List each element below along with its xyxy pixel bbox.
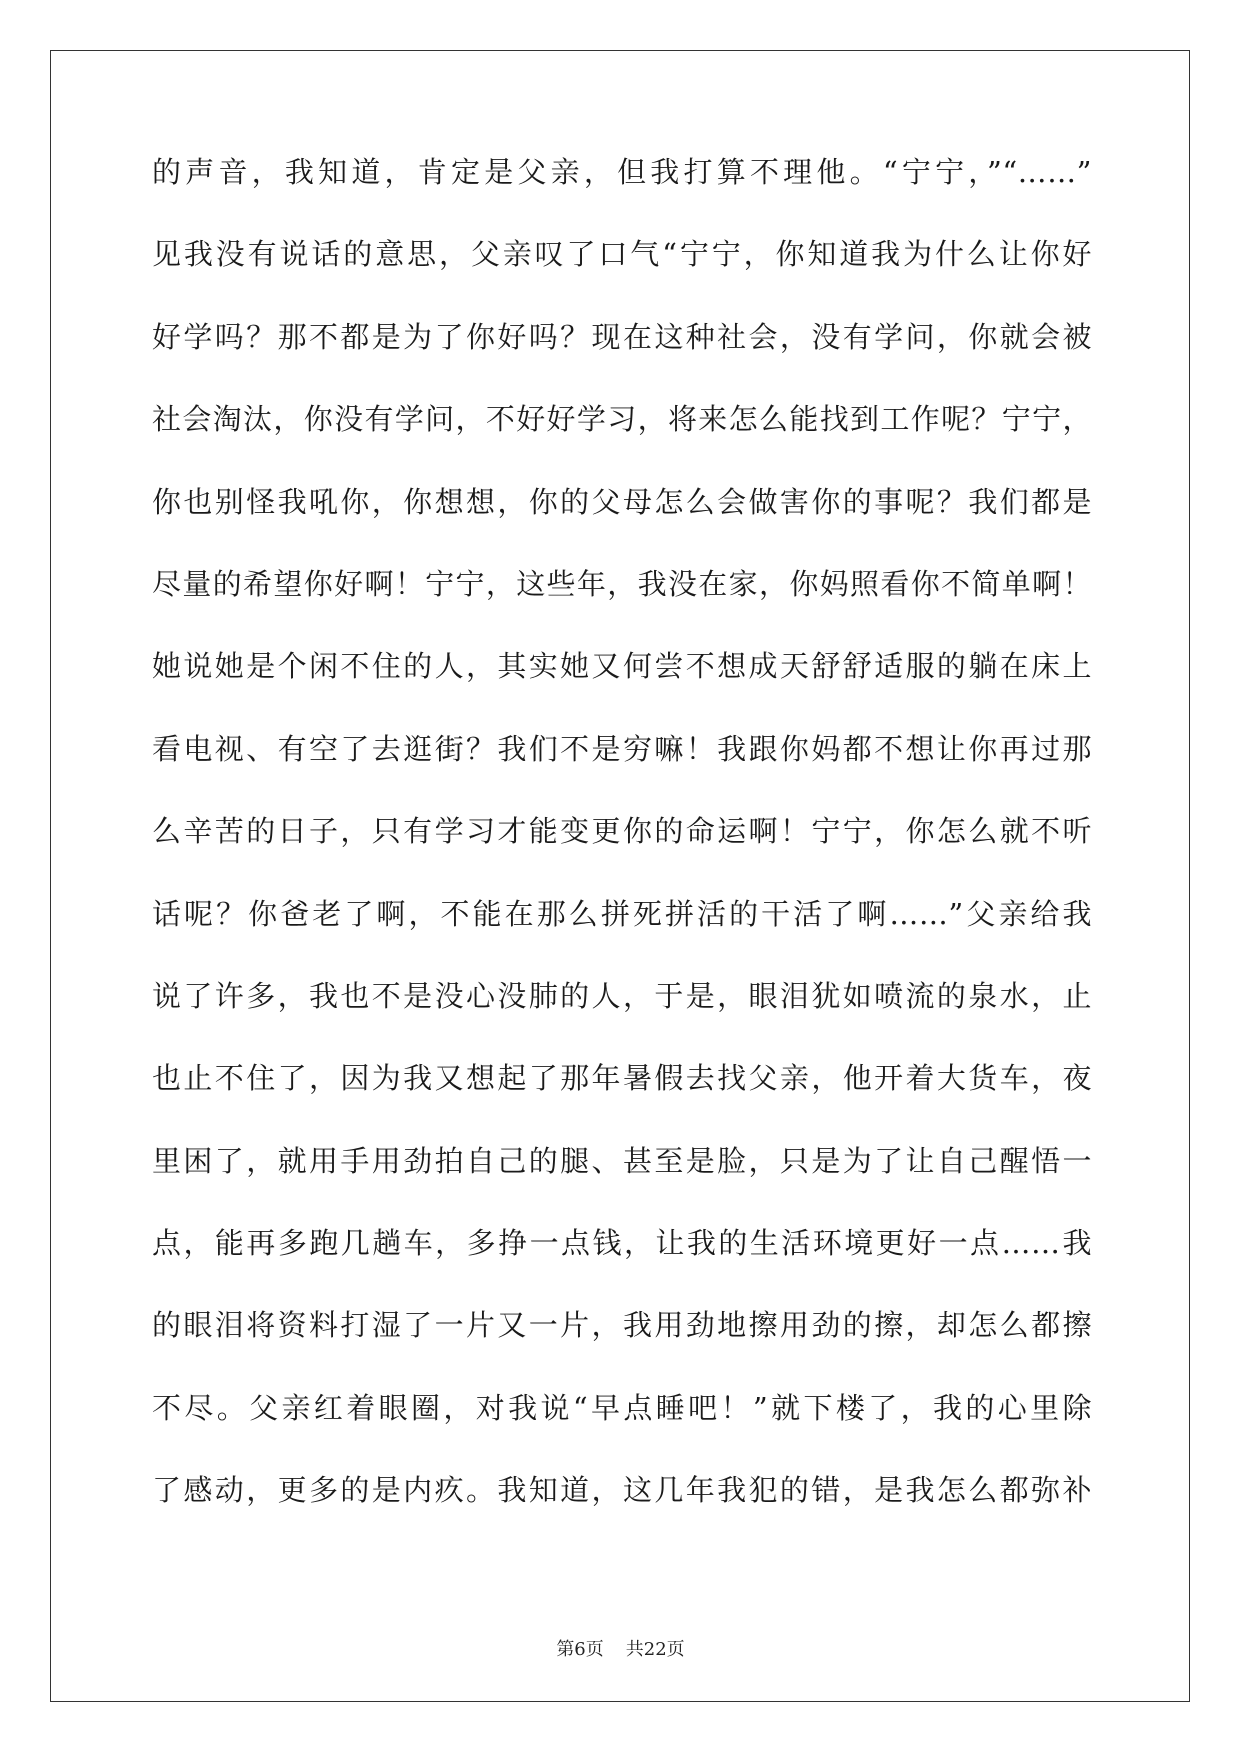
text-line: 点，能再多跑几趟车，多挣一点钱，让我的生活环境更好一点……我 <box>152 1226 1092 1261</box>
text-line: 见我没有说话的意思，父亲叹了口气“宁宁，你知道我为什么让你好 <box>152 237 1092 272</box>
text-line: 也止不住了，因为我又想起了那年暑假去找父亲，他开着大货车，夜 <box>152 1061 1092 1096</box>
text-line: 么辛苦的日子，只有学习才能变更你的命运啊！宁宁，你怎么就不听 <box>152 814 1092 849</box>
text-line: 看电视、有空了去逛街？我们不是穷嘛！我跟你妈都不想让你再过那 <box>152 731 1092 766</box>
text-line: 的眼泪将资料打湿了一片又一片，我用劲地擦用劲的擦，却怎么都擦 <box>152 1308 1092 1343</box>
text-line: 她说她是个闲不住的人，其实她又何尝不想成天舒舒适服的躺在床上 <box>152 649 1092 684</box>
page-footer <box>0 1635 1241 1661</box>
text-line: 好学吗？那不都是为了你好吗？现在这种社会，没有学问，你就会被 <box>152 319 1092 354</box>
text-line: 不尽。父亲红着眼圈，对我说“早点睡吧！”就下楼了，我的心里除 <box>152 1390 1092 1425</box>
text-line: 说了许多，我也不是没心没肺的人，于是，眼泪犹如喷流的泉水，止 <box>152 978 1092 1013</box>
page-total: 共22页 <box>625 1639 685 1660</box>
text-line: 的声音，我知道，肯定是父亲，但我打算不理他。“宁宁，”“……” <box>152 155 1092 189</box>
text-line: 尽量的希望你好啊！宁宁，这些年，我没在家，你妈照看你不简单啊！ <box>152 566 1092 601</box>
text-line: 话呢？你爸老了啊，不能在那么拼死拼活的干活了啊……”父亲给我 <box>152 896 1092 931</box>
page-number: 第6页 <box>556 1639 604 1660</box>
text-line: 你也别怪我吼你，你想想，你的父母怎么会做害你的事呢？我们都是 <box>152 484 1092 519</box>
document-body <box>152 152 1092 1553</box>
text-line: 里困了，就用手用劲拍自己的腿、甚至是脸，只是为了让自己醒悟一 <box>152 1143 1092 1178</box>
text-line: 了感动，更多的是内疚。我知道，这几年我犯的错，是我怎么都弥补 <box>152 1473 1092 1508</box>
text-line: 社会淘汰，你没有学问，不好好学习，将来怎么能找到工作呢？宁宁， <box>152 402 1092 437</box>
